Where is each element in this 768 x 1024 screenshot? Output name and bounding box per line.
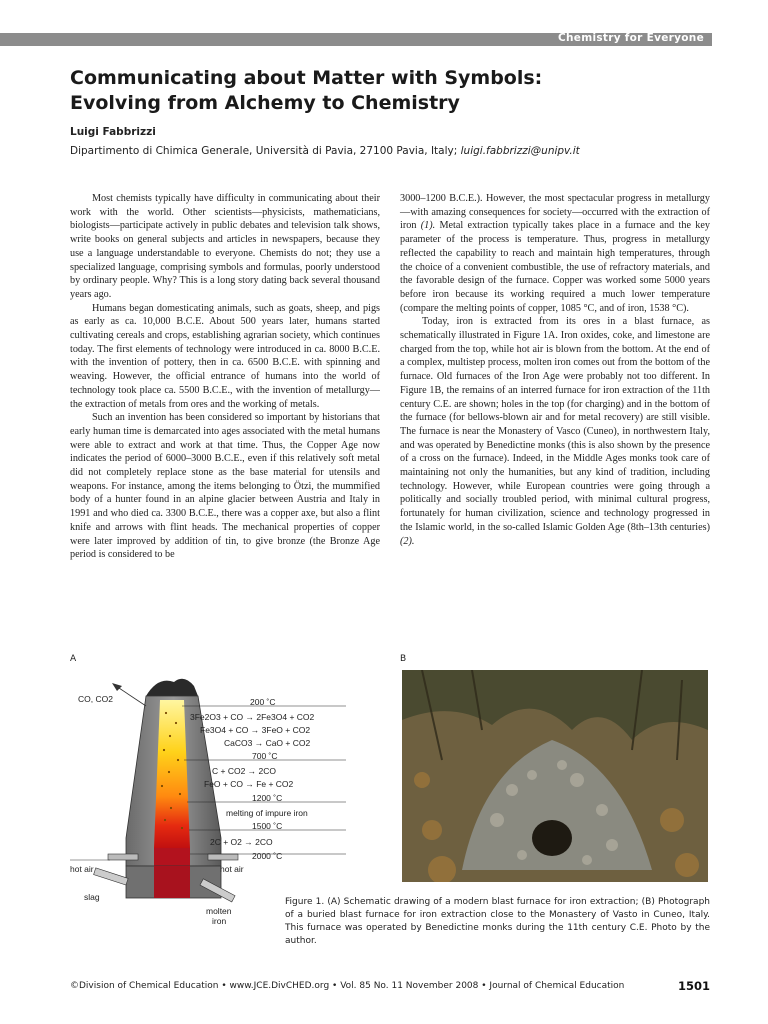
body-left-column <box>70 192 380 562</box>
reaction-text: 2C + O2 → 2CO <box>210 837 273 847</box>
hearth <box>154 848 190 868</box>
reaction-text: CaCO3 → CaO + CO2 <box>224 738 311 748</box>
section-label: Chemistry for Everyone <box>558 32 704 44</box>
temp-1200: 1200 ˚C <box>252 793 283 803</box>
figure-label-b: B <box>400 654 407 664</box>
author-name: Luigi Fabbrizzi <box>70 126 156 138</box>
paragraph-text: Metal extraction typically takes place in a furnace and the key parameter of the process is temperature. Thus, progress in metallurgy reflected the capability to reach and maintain high temperatures, through the choice of a convenient combustible, the use of refractory materials, and the favorable design of the furnace. Copper was worked some 5000 years before iron because its working required a much lower temperature (compare the melting points of copper, 1085 °C, and of iron, 1538 °C). <box>400 220 710 314</box>
molten-label-2: iron <box>212 916 227 926</box>
melting-label: melting of impure iron <box>226 808 308 818</box>
paragraph: Humans began domesticating animals, such as goats, sheep, and pigs as early as ca. 10,000 B.C.E. About 500 years later, humans started cultivating cereals and crops, establishing agrarian society, which continues today. The first elements of technology were introduced in ca. 8000 B.C.E. with the invention of pottery, then in ca. 6500 B.C.E. with spinning and weaving. However, the official entrance of humans into the world of technology took place ca. 5500 B.C.E., with the invention of metallurgy—the extraction of metals from ores and the working of metals. <box>70 302 380 410</box>
affiliation <box>70 145 710 157</box>
body-right-column <box>400 192 710 548</box>
furnace-interior <box>154 700 190 848</box>
paragraph-text: 3000–1200 B.C.E.). However, the most spectacular progress in metallurgy—with amazing consequences for society—occurred with the extraction of iron <box>400 193 710 232</box>
reaction-text: 3Fe2O3 + CO → 2Fe3O4 + CO2 <box>190 712 315 722</box>
reaction-text: Fe3O4 + CO → 3FeO + CO2 <box>200 725 311 735</box>
reference-link[interactable]: (2). <box>400 535 415 547</box>
hot-air-right-label: hot air <box>220 864 244 874</box>
paragraph-text: Today, iron is extracted from its ores in a blast furnace, as schematically illustrated in Figure 1A. Iron oxides, coke, and limestone are charged from the top, while hot air is blown from the bottom. At the end of a complex, multistep process, molten iron comes out from the bottom of the furnace. Old furnaces of the Iron Age were probably not too different. In Figure 1B, the remains of an interred furnace for iron extraction of the 11th century C.E. are shown; holes in the top (for charging) and in the bottom of the furnace (for bellows-blown air and for metal recovery) are still visible. The furnace is near the Monastery of Vasco (Cuneo), in northwestern Italy, and was operated by Benedictine monks (this is also shown by the presence of a cross on the furnace). Indeed, in the Middle Ages monks took care of maintaining not only the humanities, but any kind of tradition, including technology. However, while European countries were going through a politically and socially troubled period, with minimal cultural progress, fortunately for human civilization, science and technology progressed in the Islamic world, in the so-called Islamic Golden Age (8th–13th centuries) <box>400 316 710 533</box>
slag-pipe <box>94 868 128 885</box>
charge-pile <box>146 679 198 696</box>
affiliation-text: Dipartimento di Chimica Generale, Università di Pavia, 27100 Pavia, Italy; <box>70 145 458 157</box>
paragraph: Most chemists typically have difficulty in communicating about their work with the world. Other scientists—physicists, mathematicians, biologists—participate actively in public debates and television talk shows, write books on general subjects and articles in newspapers, because they use a language understandable to everyone. Chemists do not; they use a specialized language, comprising symbols and formulas, poorly understood by ordinary people. Why? This is a long story dating back several thousand years ago. <box>70 193 380 300</box>
temp-700: 700 ˚C <box>252 751 278 761</box>
title-line-2: Evolving from Alchemy to Chemistry <box>70 92 460 114</box>
paragraph <box>400 315 710 548</box>
tuyere-left <box>108 854 138 860</box>
slag-label: slag <box>84 892 100 902</box>
temp-200: 200 ˚C <box>250 697 276 707</box>
temp-1500: 1500 ˚C <box>252 821 283 831</box>
paragraph: Such an invention has been considered so important by historians that early human time is demarcated into ages associated with the metal humans were able to extract and work at that time. Thus, the Copper Age now indicates the period of 6000–3000 B.C.E., even if this relatively soft metal did not completely replace stone as the base material for utensils and weapons. For instance, among the items belonging to Ötzi, the mummified body of a hunter found in an alpine glacier between Austria and Italy in 1991 and who died ca. 3300 B.C.E., there was a copper axe, but also a flint knife and arrows with flint heads. The mechanical properties of copper were later improved by addition of tin, to give bronze (the Bronze Age period is considered to be <box>70 412 380 561</box>
furnace-photo <box>402 670 708 882</box>
tuyere-right <box>208 854 238 860</box>
molten-label-1: molten <box>206 906 232 916</box>
gas-label: CO, CO2 <box>78 694 113 704</box>
title-line-1: Communicating about Matter with Symbols: <box>70 67 543 89</box>
furnace-photo-art <box>402 670 708 882</box>
section-banner <box>0 33 712 46</box>
footer-text: ©Division of Chemical Education • www.JCE.DivCHED.org • Vol. 85 No. 11 November 2008 • Journal of Chemical Education <box>70 981 625 991</box>
page-number: 1501 <box>677 979 710 993</box>
figure-label-a: A <box>70 654 77 664</box>
reference-link[interactable]: (1). <box>420 220 436 232</box>
figure-caption: Figure 1. (A) Schematic drawing of a modern blast furnace for iron extraction; (B) Photograph of a buried blast furnace for iron extraction close to the Monastery of Vasto in Cuneo, Italy. This furnace was operated by Benedictine monks during the 11th century C.E. Photo by the author. <box>285 897 710 946</box>
hot-air-left-label: hot air <box>70 864 94 874</box>
author-email[interactable]: luigi.fabbrizzi@unipv.it <box>460 145 580 157</box>
temp-2000: 2000 ˚C <box>252 851 283 861</box>
reaction-text: C + CO2 → 2CO <box>212 766 277 776</box>
blast-furnace-diagram <box>66 668 366 933</box>
article-title <box>70 66 710 116</box>
paragraph <box>400 192 710 315</box>
reaction-text: FeO + CO → Fe + CO2 <box>204 779 294 789</box>
